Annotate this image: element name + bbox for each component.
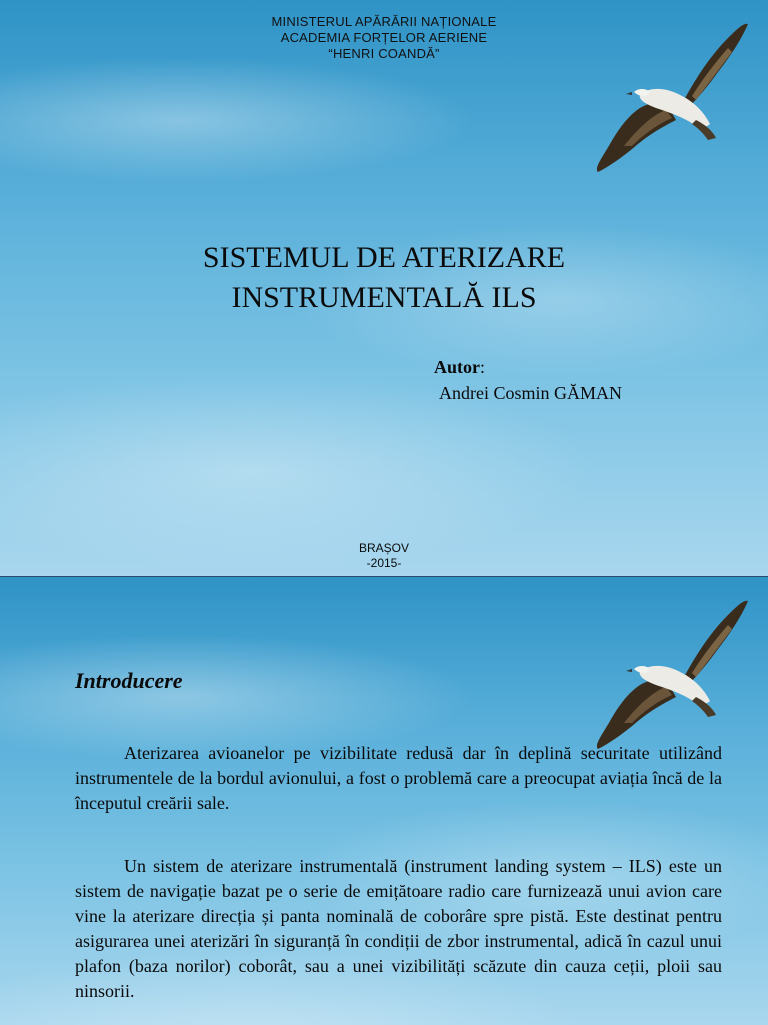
introduction-slide bbox=[0, 576, 768, 1025]
academy-name: ACADEMIA FORȚELOR AERIENE bbox=[280, 30, 488, 45]
paragraph-2: Un sistem de aterizare instrumentală (instrument landing system – ILS) este un sistem de navigație bazat pe o serie de emițătoare radio care furnizează unui avion care vine la aterizare direcția și panta nominală de coborâre spre pistă. Este destinat pentru asigurarea unei aterizări în siguranță în condiții de zbor instrumental, adică în cazul unui plafon (baza norilor) coborât, sau a unei vizibilități scăzute din cauza ceții, ploii sau ninsorii. bbox=[75, 856, 722, 1001]
author-colon: : bbox=[480, 357, 486, 377]
author-block bbox=[434, 354, 622, 406]
author-label: Autor bbox=[434, 357, 480, 377]
city-name: BRAȘOV bbox=[358, 541, 409, 555]
ministry-name: MINISTERUL APĂRĂRII NAȚIONALE bbox=[271, 14, 497, 29]
bird-icon bbox=[588, 593, 754, 755]
academy-subtitle: “HENRI COANDĂ” bbox=[328, 46, 440, 61]
presentation-title bbox=[0, 238, 768, 318]
title-line-1: SISTEMUL DE ATERIZARE bbox=[202, 241, 566, 274]
author-name: Andrei Cosmin GĂMAN bbox=[439, 383, 622, 403]
title-line-2: INSTRUMENTALĂ ILS bbox=[231, 281, 537, 314]
year: -2015- bbox=[366, 556, 402, 570]
paragraph-1: Aterizarea avioanelor pe vizibilitate redusă dar în deplină securitate utilizând instrumentele de la bordul avionului, a fost o problemă care a preocupat aviația încă de la începutul creării sale. bbox=[75, 743, 722, 813]
bird-icon bbox=[588, 16, 754, 178]
section-heading: Introducere bbox=[75, 668, 183, 693]
location-year bbox=[0, 541, 768, 571]
